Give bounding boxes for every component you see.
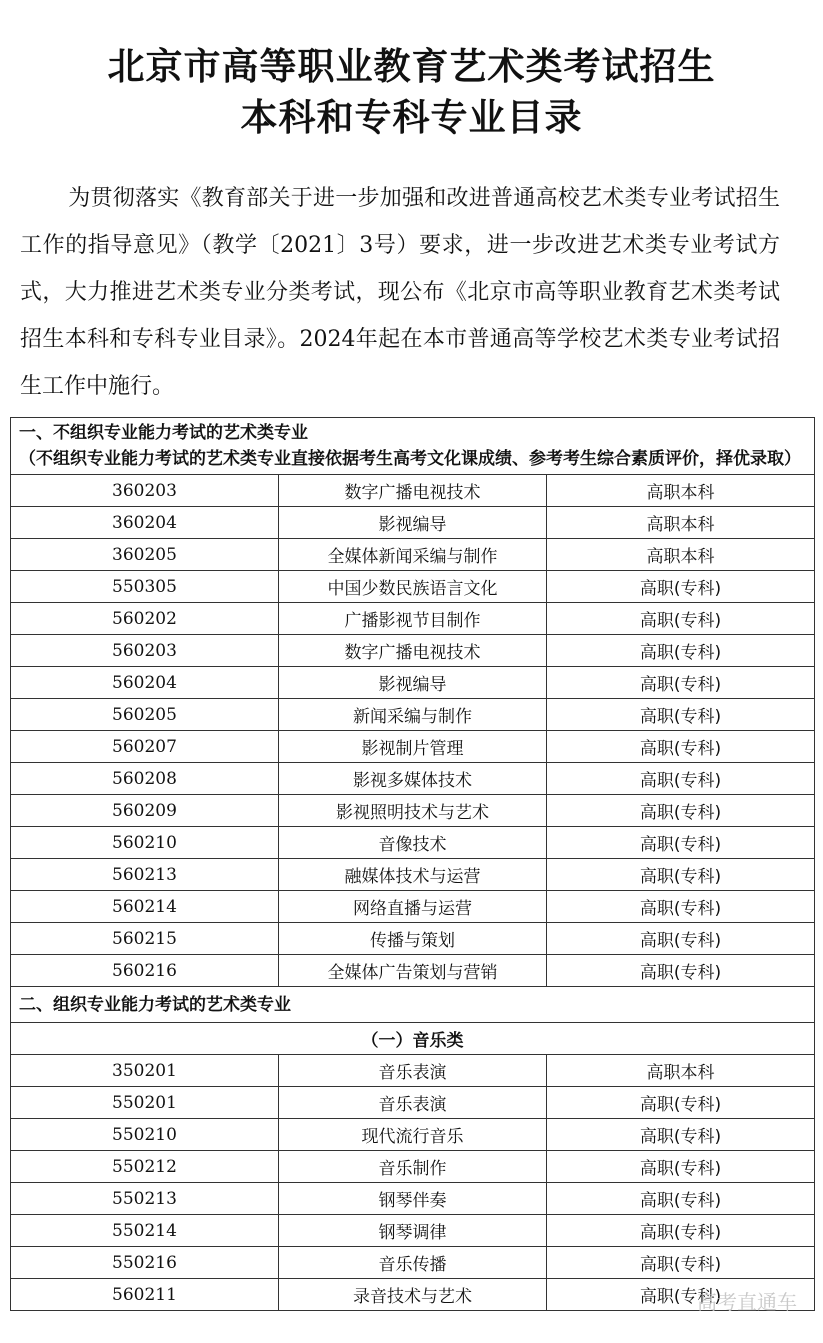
major-code-cell: 560208 — [11, 763, 279, 795]
education-level-cell: 高职(专科) — [547, 1087, 815, 1119]
major-name-cell: 影视编导 — [279, 507, 547, 539]
major-code-cell: 360203 — [11, 475, 279, 507]
major-code-cell: 550212 — [11, 1151, 279, 1183]
major-code-cell: 560215 — [11, 923, 279, 955]
major-code-cell: 550214 — [11, 1215, 279, 1247]
document-title-line2: 本科和专科专业目录 — [240, 96, 583, 139]
major-name-cell: 广播影视节目制作 — [279, 603, 547, 635]
education-level-cell: 高职(专科) — [547, 635, 815, 667]
table-row — [11, 827, 815, 859]
major-name-cell: 影视多媒体技术 — [279, 763, 547, 795]
major-name-cell: 影视编导 — [279, 667, 547, 699]
education-level-cell: 高职(专科) — [547, 1247, 815, 1279]
major-code-cell: 560214 — [11, 891, 279, 923]
section1-cell — [11, 418, 815, 475]
table-row — [11, 699, 815, 731]
education-level-cell: 高职(专科) — [547, 891, 815, 923]
table-row — [11, 603, 815, 635]
major-code-cell: 360205 — [11, 539, 279, 571]
major-name-cell: 音乐传播 — [279, 1247, 547, 1279]
education-level-cell: 高职(专科) — [547, 763, 815, 795]
major-code-cell: 560204 — [11, 667, 279, 699]
education-level-cell: 高职(专科) — [547, 923, 815, 955]
table-row — [11, 763, 815, 795]
education-level-cell: 高职(专科) — [547, 699, 815, 731]
major-name-cell: 音像技术 — [279, 827, 547, 859]
table-row — [11, 1247, 815, 1279]
major-name-cell: 音乐表演 — [279, 1055, 547, 1087]
major-code-cell: 550210 — [11, 1119, 279, 1151]
major-name-cell: 现代流行音乐 — [279, 1119, 547, 1151]
major-name-cell: 传播与策划 — [279, 923, 547, 955]
education-level-cell: 高职本科 — [547, 475, 815, 507]
table-row — [11, 859, 815, 891]
major-name-cell: 数字广播电视技术 — [279, 475, 547, 507]
major-name-cell: 网络直播与运营 — [279, 891, 547, 923]
table-row — [11, 955, 815, 987]
education-level-cell: 高职(专科) — [547, 731, 815, 763]
education-level-cell: 高职(专科) — [547, 1215, 815, 1247]
education-level-cell: 高职本科 — [547, 1055, 815, 1087]
major-name-cell: 录音技术与艺术 — [279, 1279, 547, 1311]
watermark-text: 高考直通车 — [697, 1290, 797, 1314]
table-row — [11, 795, 815, 827]
major-code-cell: 550213 — [11, 1183, 279, 1215]
major-catalog-table — [10, 417, 815, 1311]
table-row — [11, 1119, 815, 1151]
major-code-cell: 550305 — [11, 571, 279, 603]
table-row — [11, 1055, 815, 1087]
table-row — [11, 475, 815, 507]
major-code-cell: 560202 — [11, 603, 279, 635]
education-level-cell: 高职(专科) — [547, 1279, 815, 1311]
table-row — [11, 1183, 815, 1215]
section2-header-row — [11, 987, 815, 1023]
major-name-cell: 全媒体新闻采编与制作 — [279, 539, 547, 571]
table-row — [11, 1279, 815, 1311]
major-code-cell: 560203 — [11, 635, 279, 667]
table-row — [11, 923, 815, 955]
document-title-line1: 北京市高等职业教育艺术类考试招生 — [107, 45, 716, 88]
major-code-cell: 560209 — [11, 795, 279, 827]
section1-note: （不组织专业能力考试的艺术类专业直接依据考生高考文化课成绩、参考考生综合素质评价，择优录取） — [19, 449, 801, 469]
education-level-cell: 高职(专科) — [547, 1183, 815, 1215]
education-level-cell: 高职(专科) — [547, 827, 815, 859]
major-code-cell: 350201 — [11, 1055, 279, 1087]
education-level-cell: 高职(专科) — [547, 795, 815, 827]
section2-heading: 二、组织专业能力考试的艺术类专业 — [11, 987, 815, 1023]
major-code-cell: 560216 — [11, 955, 279, 987]
major-name-cell: 影视制片管理 — [279, 731, 547, 763]
major-name-cell: 全媒体广告策划与营销 — [279, 955, 547, 987]
major-code-cell: 360204 — [11, 507, 279, 539]
major-code-cell: 560213 — [11, 859, 279, 891]
table-row — [11, 731, 815, 763]
major-name-cell: 影视照明技术与艺术 — [279, 795, 547, 827]
major-name-cell: 音乐表演 — [279, 1087, 547, 1119]
education-level-cell: 高职本科 — [547, 507, 815, 539]
education-level-cell: 高职(专科) — [547, 603, 815, 635]
major-name-cell: 数字广播电视技术 — [279, 635, 547, 667]
education-level-cell: 高职(专科) — [547, 859, 815, 891]
intro-text: 为贯彻落实《教育部关于进一步加强和改进普通高校艺术类专业考试招生工作的指导意见》（教学〔2021〕3号）要求，进一步改进艺术类专业考试方式，大力推进艺术类专业分类考试，现公布《北京市高等职业教育艺术类考试招生本科和专科专业目录》。2024年起在本市普通高等学校艺术类专业考试招生工作中施行。 — [20, 186, 780, 399]
subsection-heading: （一）音乐类 — [11, 1023, 815, 1055]
major-code-cell: 550201 — [11, 1087, 279, 1119]
education-level-cell: 高职(专科) — [547, 1119, 815, 1151]
major-code-cell: 560207 — [11, 731, 279, 763]
major-code-cell: 560210 — [11, 827, 279, 859]
subsection-header-row — [11, 1023, 815, 1055]
education-level-cell: 高职(专科) — [547, 1151, 815, 1183]
table-row — [11, 1215, 815, 1247]
education-level-cell: 高职(专科) — [547, 955, 815, 987]
section1-heading: 一、不组织专业能力考试的艺术类专业 — [19, 423, 308, 443]
table-row — [11, 571, 815, 603]
table-row — [11, 891, 815, 923]
table-row — [11, 1151, 815, 1183]
major-name-cell: 钢琴调律 — [279, 1215, 547, 1247]
education-level-cell: 高职(专科) — [547, 571, 815, 603]
major-code-cell: 560211 — [11, 1279, 279, 1311]
major-name-cell: 新闻采编与制作 — [279, 699, 547, 731]
education-level-cell: 高职(专科) — [547, 667, 815, 699]
major-code-cell: 560205 — [11, 699, 279, 731]
major-code-cell: 550216 — [11, 1247, 279, 1279]
table-row — [11, 635, 815, 667]
intro-paragraph — [20, 175, 780, 410]
major-name-cell: 音乐制作 — [279, 1151, 547, 1183]
education-level-cell: 高职本科 — [547, 539, 815, 571]
major-name-cell: 钢琴伴奏 — [279, 1183, 547, 1215]
table-row — [11, 1087, 815, 1119]
table-row — [11, 539, 815, 571]
major-name-cell: 中国少数民族语言文化 — [279, 571, 547, 603]
table-row — [11, 507, 815, 539]
major-name-cell: 融媒体技术与运营 — [279, 859, 547, 891]
section1-header-row — [11, 418, 815, 475]
table-row — [11, 667, 815, 699]
